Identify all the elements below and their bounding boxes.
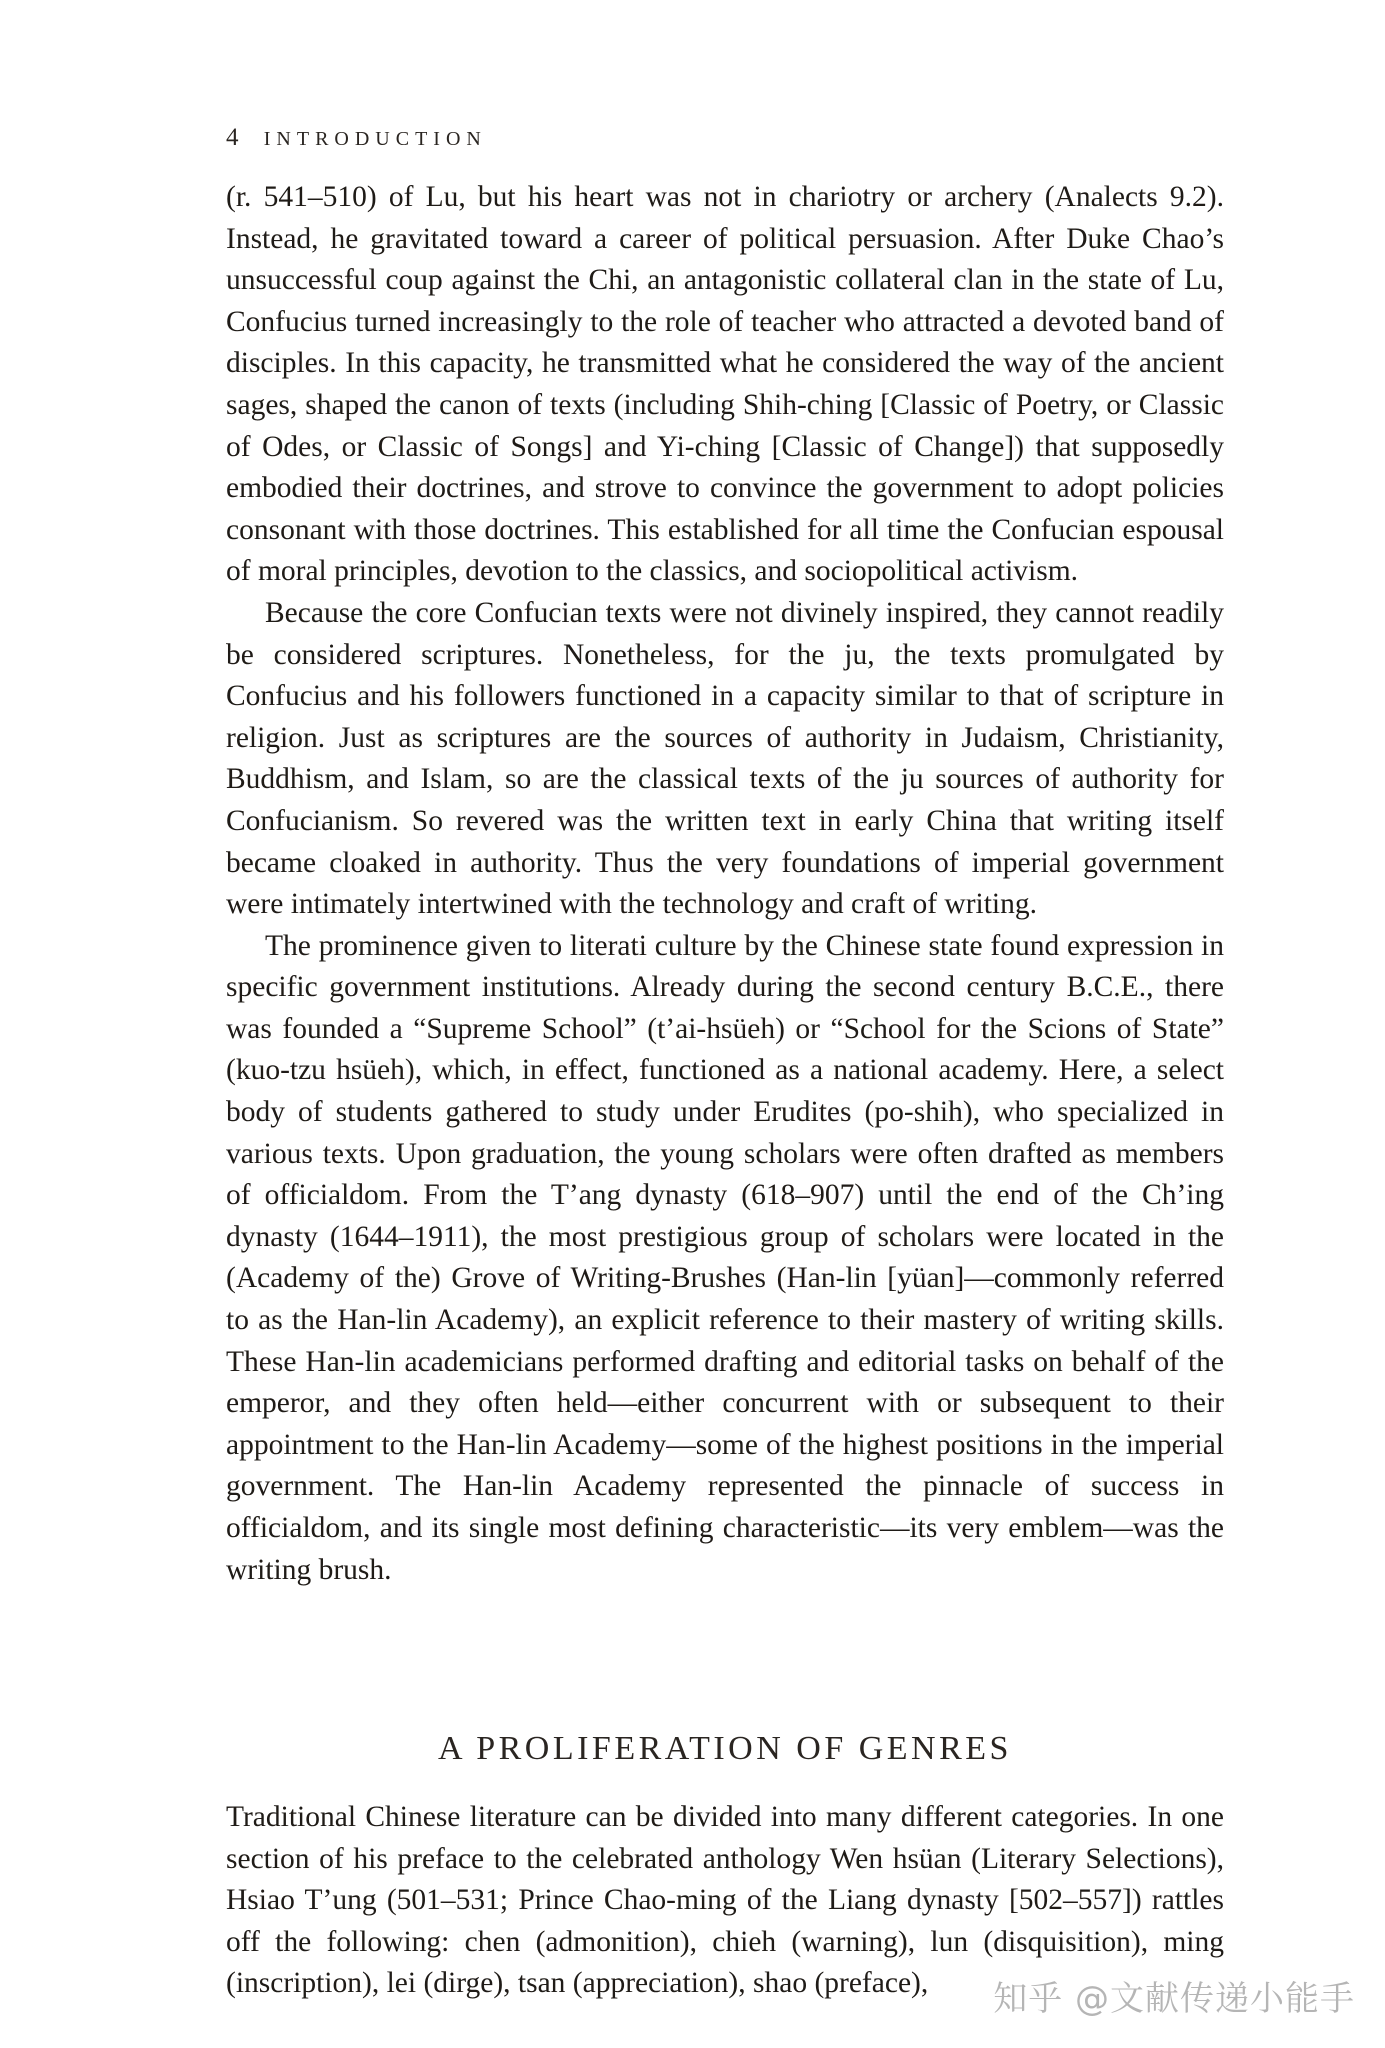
section-heading: A PROLIFERATION OF GENRES	[438, 1730, 1012, 1767]
watermark: 知乎 @文献传递小能手	[993, 1979, 1355, 2019]
paragraph: The prominence given to literati culture by the Chinese state found expression in specific government institutions. Already during the second century B.C.E., there was founded a “Supreme School” (t’ai-hsüeh) or “School for the Scions of State” (kuo-tzu hsüeh), which, in effect, functioned as a national academy. Here, a select body of students gathered to study under Erudites (po-shih), who specialized in various texts. Upon graduation, the young scholars were often drafted as members of officialdom. From the T’ang dynasty (618–907) until the end of the Ch’ing dynasty (1644–1911), the most prestigious group of scholars were located in the (Academy of the) Grove of Writing-Brushes (Han-lin [yüan]—commonly referred to as the Han-lin Academy), an explicit reference to their mastery of writing skills. These Han-lin academicians performed drafting and editorial tasks on behalf of the emperor, and they often held—either concurrent with or subsequent to their appointment to the Han-lin Academy—some of the highest positions in the imperial government. The Han-lin Academy represented the pinnacle of success in officialdom, and its single most defining characteristic—its very emblem—was the writing brush.	[226, 929, 1224, 1586]
paragraph: Because the core Confucian texts were not divinely inspired, they cannot readily be considered scriptures. Nonetheless, for the ju, the texts promulgated by Confucius and his followers functioned in a capacity similar to that of scripture in religion. Just as scriptures are the sources of authority in Judaism, Christianity, Buddhism, and Islam, so are the classical texts of the ju sources of authority for Confucianism. So revered was the written text in early China that writing itself became cloaked in authority. Thus the very foundations of imperial government were intimately intertwined with the technology and craft of writing.	[226, 596, 1224, 921]
paragraph: (r. 541–510) of Lu, but his heart was not in chariotry or archery (Analects 9.2). Instead, he gravitated toward a career of political persuasion. After Duke Chao’s unsuccessful coup against the Chi, an antagonistic collateral clan in the state of Lu, Confucius turned increasingly to the role of teacher who attracted a devoted band of disciples. In this capacity, he transmitted what he considered the way of the ancient sages, shaped the canon of texts (including Shih-ching [Classic of Poetry, or Classic of Odes, or Classic of Songs] and Yi-ching [Classic of Change]) that supposedly embodied their doctrines, and strove to convince the government to adopt policies consonant with those doctrines. This established for all time the Confucian espousal of moral principles, devotion to the classics, and sociopolitical activism.	[226, 181, 1224, 588]
running-head-section: INTRODUCTION	[263, 128, 487, 150]
paragraph: Traditional Chinese literature can be divided into many different categories. In one section of his preface to the celebrated anthology Wen hsüan (Literary Selections), Hsiao T’ung (501–531; Prince Chao-ming of the Liang dynasty [502–557]) rattles off the following: chen (admonition), chieh (warning), lun (disquisition), ming (inscription), lei (dirge), tsan (appreciation), shao (preface),	[226, 1801, 1224, 2000]
page-number: 4	[226, 124, 239, 151]
running-head	[226, 124, 487, 152]
body-text	[226, 177, 1224, 1591]
